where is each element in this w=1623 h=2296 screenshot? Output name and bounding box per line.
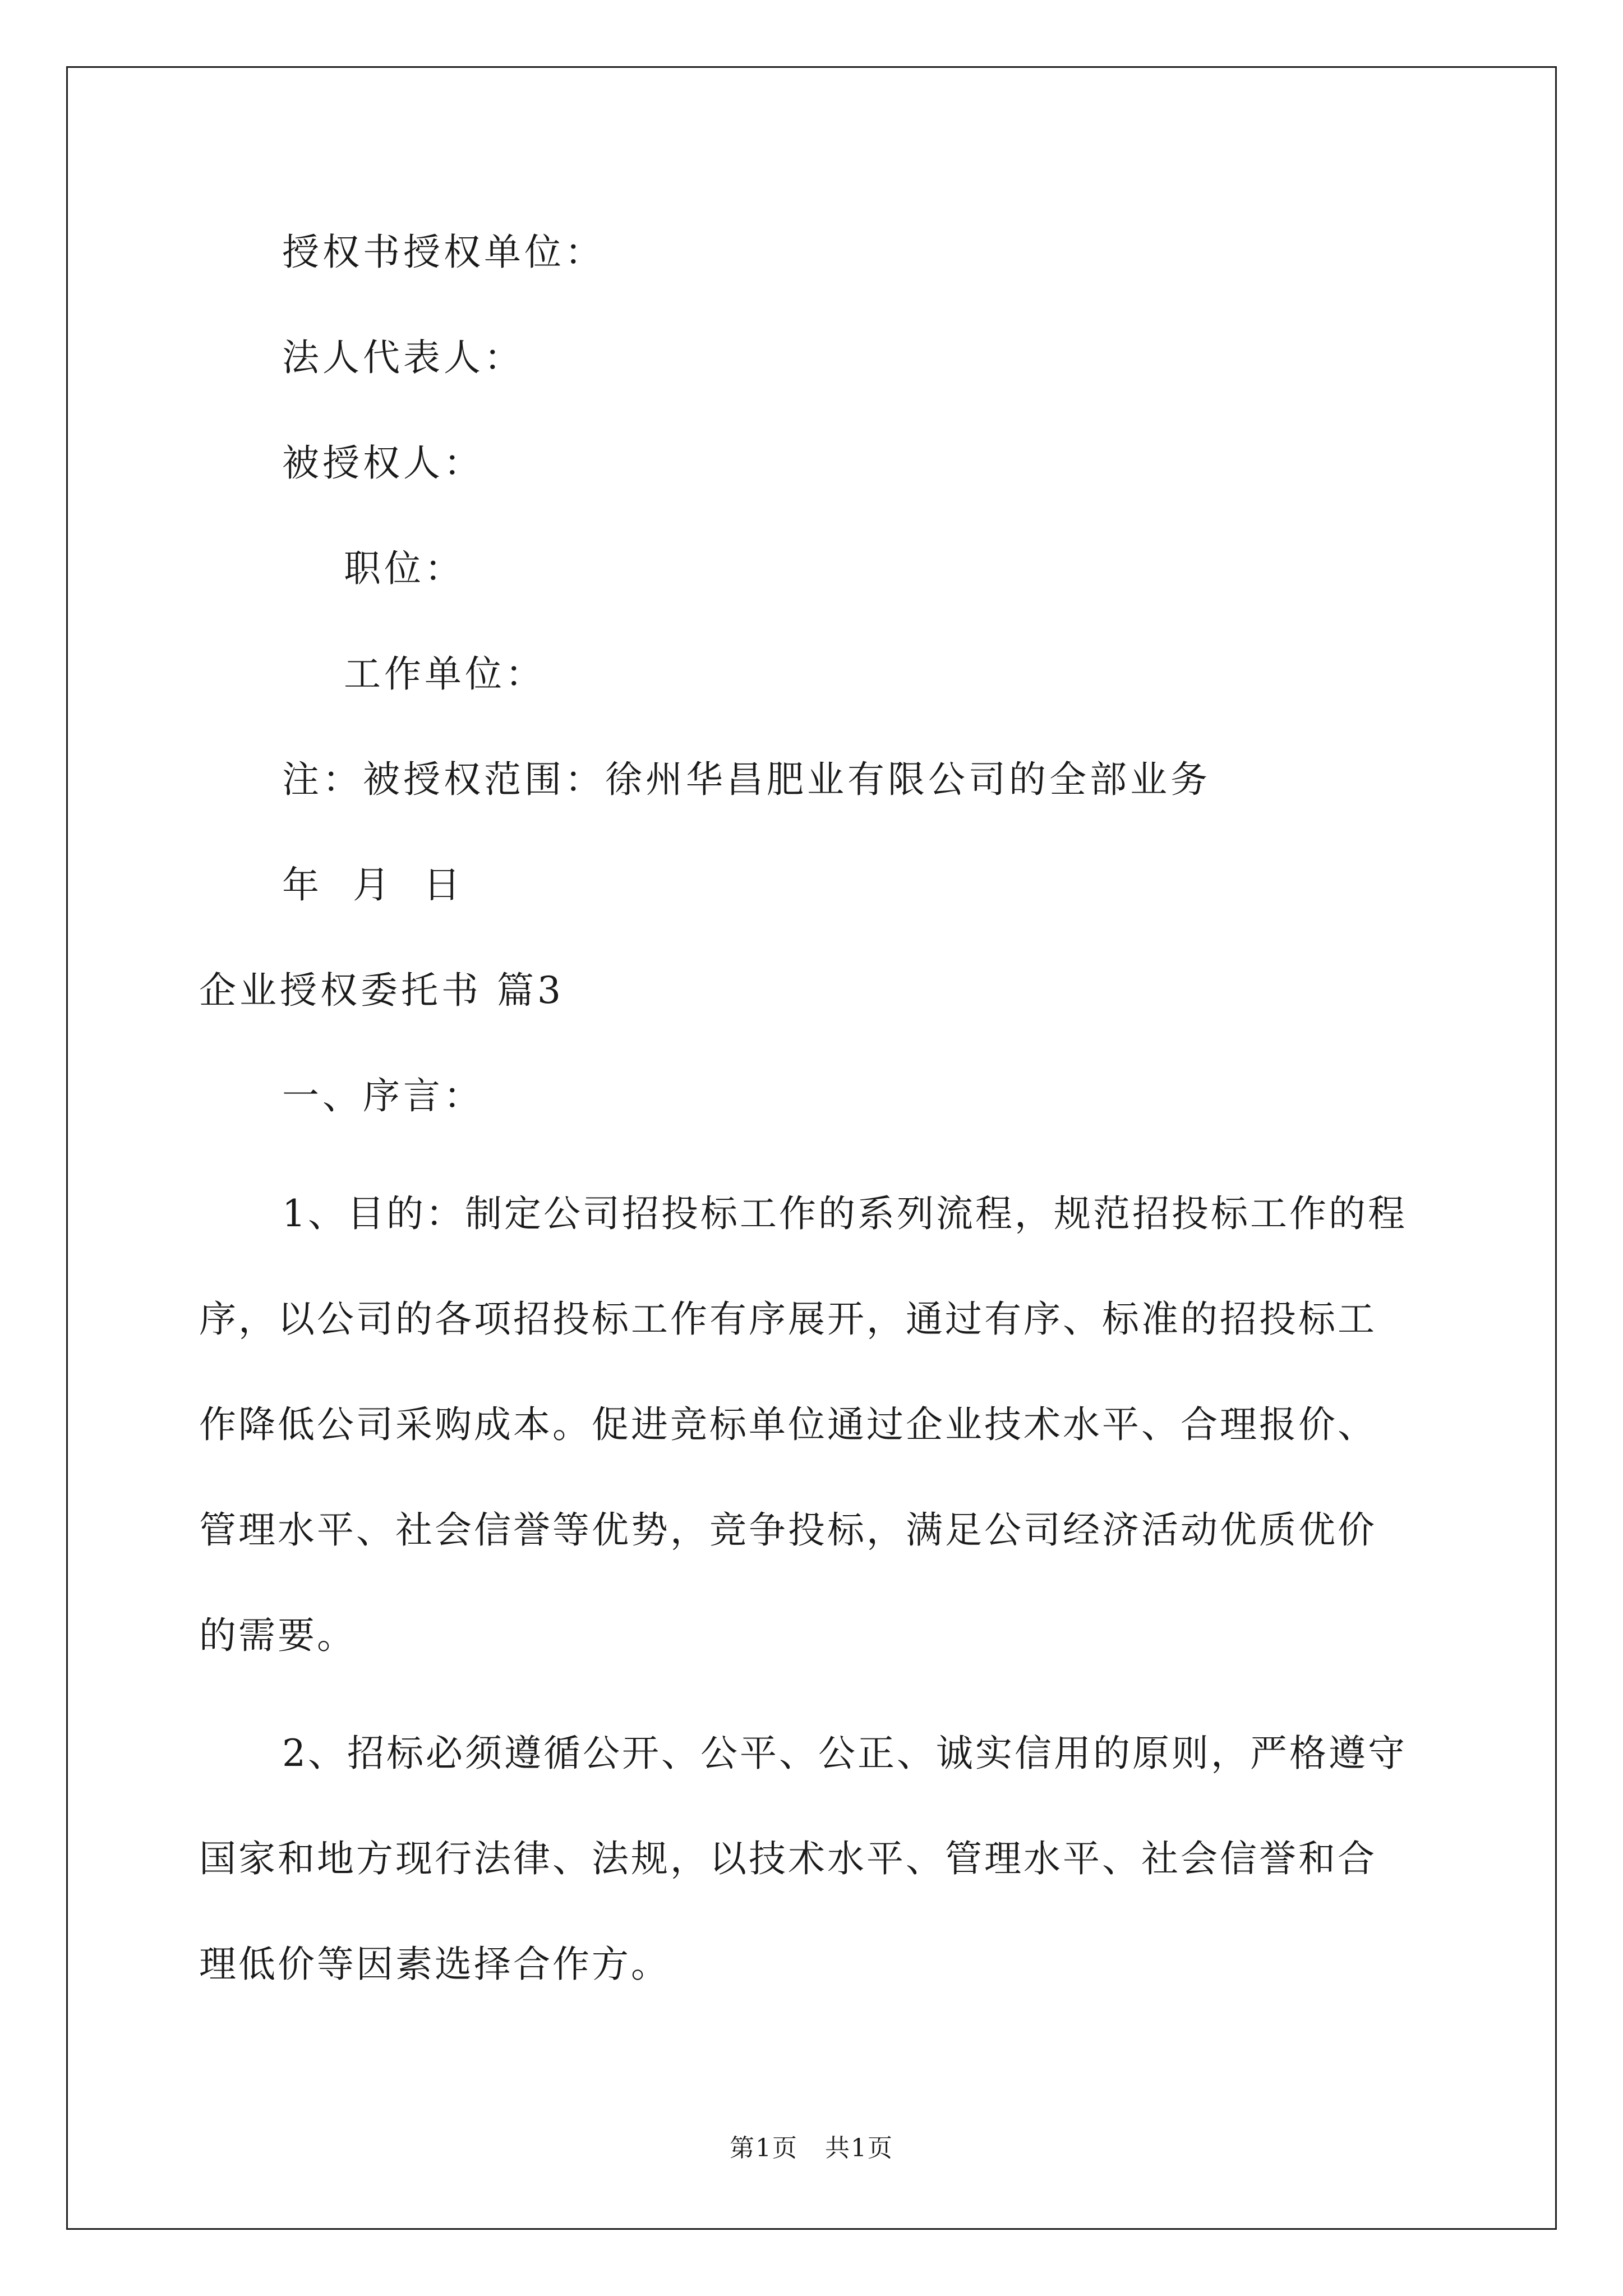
- date-line: 年 月 日: [282, 863, 464, 907]
- paragraph-1-line-1: 1、目的：制定公司招投标工作的系列流程，规范招投标工作的程: [282, 1192, 1407, 1235]
- page-footer: [0, 2133, 1623, 2164]
- legal-rep-line: 法人代表人：: [282, 336, 524, 379]
- page-total: 共1页: [825, 2134, 893, 2162]
- auth-unit-line: 授权书授权单位：: [282, 231, 605, 274]
- preface-heading: 一、序言：: [282, 1074, 484, 1117]
- paragraph-1-line-4: 管理水平、社会信誉等优势，竞争投标，满足公司经济活动优质优价: [199, 1508, 1377, 1552]
- paragraph-1-line-2: 序，以公司的各项招投标工作有序展开，通过有序、标准的招投标工: [199, 1297, 1377, 1341]
- position-line: 职位：: [344, 547, 465, 590]
- paragraph-2-line-2: 国家和地方现行法律、法规，以技术水平、管理水平、社会信誉和合: [199, 1837, 1377, 1880]
- scope-note-line: 注：被授权范围：徐州华昌肥业有限公司的全部业务: [282, 758, 1211, 801]
- page-number: 第1页: [730, 2134, 798, 2162]
- paragraph-2-line-1: 2、招标必须遵循公开、公平、公正、诚实信用的原则，严格遵守: [282, 1732, 1407, 1775]
- paragraph-2-line-3: 理低价等因素选择合作方。: [199, 1943, 670, 1986]
- page-border: [66, 66, 1557, 2230]
- paragraph-1-line-3: 作降低公司采购成本。促进竞标单位通过企业技术水平、合理报价、: [199, 1403, 1377, 1446]
- work-unit-line: 工作单位：: [344, 652, 546, 696]
- paragraph-1-line-5: 的需要。: [199, 1614, 356, 1657]
- authorized-person-line: 被授权人：: [282, 441, 484, 485]
- section-heading: 企业授权委托书 篇3: [199, 969, 564, 1012]
